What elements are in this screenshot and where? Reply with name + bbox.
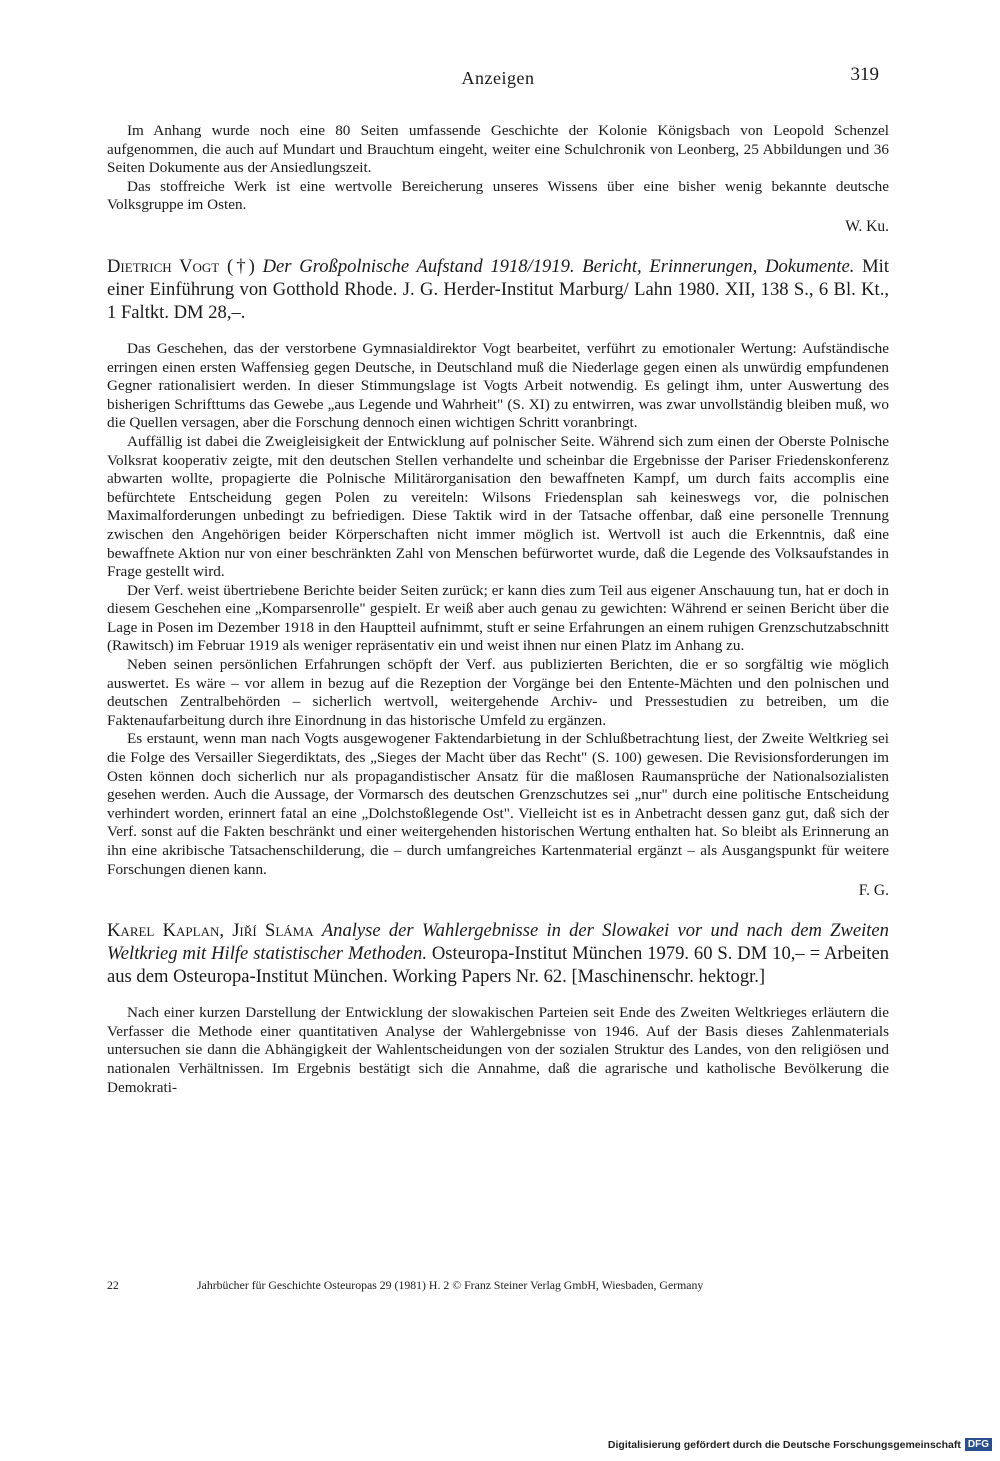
paragraph: Auffällig ist dabei die Zweigleisigkeit der Entwicklung auf polnischer Seite. Während sich zum einen der Oberste Polnische Volksrat kooperativ zeigte, mit den deutschen Stellen verhandelte und scheinbar die Ergebnisse der Pariser Friedenskonferenz abwarten wollte, propagierte die Polnische Militärorganisation den bewaffneten Kampf, um durch faits accomplis eine befürchtete Entscheidung gegen Polen zu vereiteln: Wilsons Friedensplan sah keineswegs vor, die polnischen Maximalforderungen unbedingt zu befriedigen. Diese Taktik wird in der Tatsache offenbar, daß eine personelle Trennung zwischen den Angehörigen beider Körperschaften nicht immer möglich ist. Wertvoll ist auch die Erkenntnis, daß eine bewaffnete Aktion nur von einer beschränkten Zahl von Menschen befürwortet wurde, daß die Legende des Volksaufstandes in Frage gestellt wird. xyxy=(107,432,889,581)
dfg-text: Digitalisierung gefördert durch die Deutsche Forschungsgemeinschaft xyxy=(607,1438,961,1451)
book-details: Osteuropa-Institut München 1979. 60 S. DM 10,– = Arbeiten aus dem Osteuropa-Institut München. Working Papers Nr. 62. [Maschinenschr. hektogr.] xyxy=(107,943,889,988)
paragraph: Das Geschehen, das der verstorbene Gymnasialdirektor Vogt bearbeitet, verführt zu emotionaler Wertung: Aufständische erringen einen ersten Waffensieg gegen Deutsche, in Deutschland muß die Niederlage gegen einen als unwürdig empfundenen Gegner rationalisiert werden. In dieser Stimmungslage ist Vogts Arbeit notwendig. Es gelingt ihm, unter Auswertung des bisherigen Schrifttums das Gewebe „aus Legende und Wahrheit" (S. XI) zu entwirren, was zwar unvollständig bleiben muß, wo die Quellen versagen, aber die Forschung dennoch einen wichtigen Schritt voranbringt. xyxy=(107,339,889,432)
dfg-credit xyxy=(608,1438,992,1451)
reviewer-signature: W. Ku. xyxy=(845,217,889,235)
dfg-logo: DFG xyxy=(965,1438,992,1451)
book-author: Karel Kaplan, Jiří Sláma xyxy=(107,920,314,942)
running-header xyxy=(107,60,889,100)
footer-number: 22 xyxy=(107,1278,119,1292)
paragraph: Nach einer kurzen Darstellung der Entwicklung der slowakischen Parteien seit Ende des Zweiten Weltkrieges erläutern die Verfasser die Methode einer quantitativen Analyse der Wahlergebnisse von 1946. Auf der Basis dieses Zahlenmaterials untersuchen sie dann die Abhängigkeit der Wahlentscheidungen von der sozialen Struktur des Landes, von den religiösen und nationalen Verhältnissen. Im Ergebnis bestätigt sich die Annahme, daß die agrarische und katholische Bevölkerung die Demokrati- xyxy=(107,1004,889,1096)
section-title: Anzeigen xyxy=(461,68,535,88)
book-title: Der Großpolnische Aufstand 1918/1919. Bericht, Erinnerungen, Dokumente. xyxy=(262,255,855,277)
paragraph: Das stoffreiche Werk ist eine wertvolle Bereicherung unseres Wissens über eine bisher wenig bekannte deutsche Volksgruppe im Osten. xyxy=(107,177,889,214)
book-details: Mit einer Einführung von Gotthold Rhode. J. G. Herder-Institut Marburg/ Lahn 1980. XII, 138 S., 6 Bl. Kt., 1 Faltkt. DM 28,–. xyxy=(107,255,890,323)
book-title: Analyse der Wahlergebnisse in der Slowakei vor und nach dem Zweiten Weltkrieg mit Hilfe statistischer Methoden. xyxy=(107,920,889,965)
paragraph: Neben seinen persönlichen Erfahrungen schöpft der Verf. aus publizierten Berichten, die er so sorgfältig wie möglich auswertet. Es wäre – vor allem in bezug auf die Rezeption der Vorgänge bei den Entente-Mächten und den polnischen und deutschen Zentralbehörden – sicherlich wertvoll, weitergehende Archiv- und Pressestudien zu betreiben, um die Faktenaufarbeitung durch ihre Einordnung in das historische Umfeld zu ergänzen. xyxy=(107,656,889,729)
paragraph: Der Verf. weist übertriebene Berichte beider Seiten zurück; er kann dies zum Teil aus eigener Anschauung tun, hat er doch in diesem Geschehen eine „Komparsenrolle" gespielt. Er weiß aber auch genau zu gewichten: Während er seinen Bericht über die Lage in Posen im Dezember 1918 in den Hauptteil aufnimmt, stuft er seine Erfahrungen an einem ruhigen Grenzschutzabschnitt (Rawitsch) im Februar 1919 als weniger repräsentativ ein und weist ihnen nur einen Platz im Anhang zu. xyxy=(107,581,889,655)
review-body xyxy=(107,1004,889,1097)
book-author: Dietrich Vogt (†) xyxy=(107,255,255,277)
reviewer-signature: F. G. xyxy=(858,882,889,900)
page-number: 319 xyxy=(850,64,879,85)
footer-citation: Jahrbücher für Geschichte Osteuropas 29 (1981) H. 2 © Franz Steiner Verlag GmbH, Wiesbaden, Germany xyxy=(197,1278,704,1292)
review-continuation xyxy=(107,122,889,237)
page-content xyxy=(107,60,889,1097)
review-body xyxy=(107,340,889,901)
paragraph: Es erstaunt, wenn man nach Vogts ausgewogener Faktendarbietung in der Schlußbetrachtung liest, der Zweite Weltkrieg sei die Folge des Versailler Siegerdiktats, des „Sieges der Macht über das Recht" (S. 100) gewesen. Die Revisionsforderungen im Osten können doch sicherlich nur als propagandistischer Ansatz für die maßlosen Raumansprüche der Nationalsozialisten gesehen werden. Auch die Aussage, der Vormarsch des deutschen Grenzschutzes sei „nur" durch eine politische Entscheidung verhindert worden, erinnert fatal an eine „Dolchstoßlegende Ost". Vielleicht ist es in Anbetracht dessen ganz gut, daß sich der Verf. sonst auf die Fakten beschränkt und einer weitergehenden historischen Wertung enthalten hat. So bleibt als Erinnerung an ihn eine akribische Tatsachenschilderung, die – durch umfangreiches Kartenmaterial ergänzt – als Ausgangspunkt für weitere Forschungen dienen kann. xyxy=(107,730,889,878)
book-citation xyxy=(107,255,889,324)
paragraph: Im Anhang wurde noch eine 80 Seiten umfassende Geschichte der Kolonie Königsbach von Leopold Schenzel aufgenommen, die auch auf Mundart und Brauchtum eingeht, weiter eine Schulchronik von Leonberg, 25 Abbildungen und 36 Seiten Dokumente aus der Ansiedlungszeit. xyxy=(107,122,889,177)
book-citation xyxy=(107,919,889,988)
